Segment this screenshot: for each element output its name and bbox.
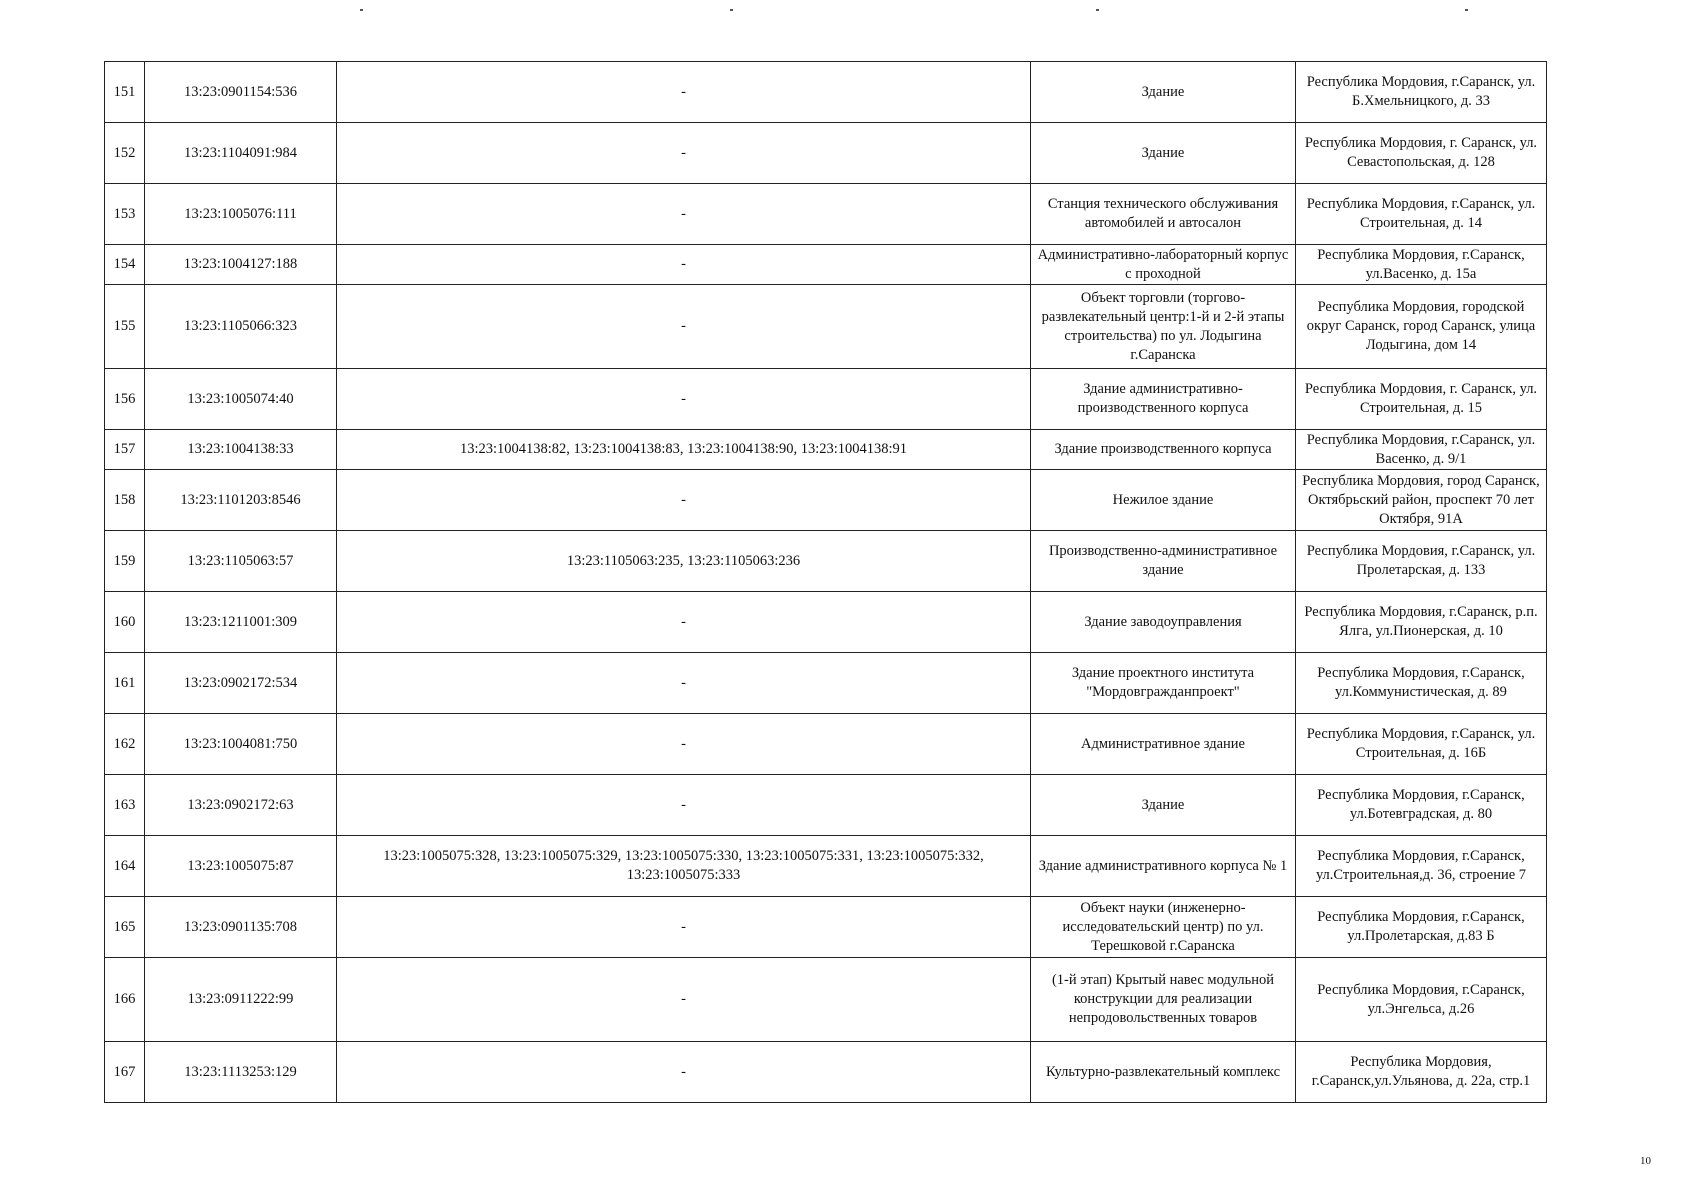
row-number: 151 (105, 62, 145, 123)
table-row (105, 897, 1547, 958)
object-address: Республика Мордовия, г.Саранск, ул. Пролетарская, д. 133 (1296, 531, 1547, 592)
object-name: (1-й этап) Крытый навес модульной конструкции для реализации непродовольственных товаров (1031, 958, 1296, 1042)
cadastral-number: 13:23:1113253:129 (145, 1042, 337, 1103)
included-objects: - (337, 369, 1031, 430)
object-address: Республика Мордовия, г. Саранск, ул. Строительная, д. 15 (1296, 369, 1547, 430)
object-address: Республика Мордовия, г.Саранск, ул. Строительная, д. 14 (1296, 184, 1547, 245)
cadastral-number: 13:23:1105066:323 (145, 285, 337, 369)
row-number: 161 (105, 653, 145, 714)
object-address: Республика Мордовия, г.Саранск, ул. Б.Хмельницкого, д. 33 (1296, 62, 1547, 123)
object-name: Административное здание (1031, 714, 1296, 775)
included-objects: 13:23:1004138:82, 13:23:1004138:83, 13:23:1004138:90, 13:23:1004138:91 (337, 430, 1031, 470)
row-number: 159 (105, 531, 145, 592)
object-address: Республика Мордовия, г.Саранск, ул. Васенко, д. 9/1 (1296, 430, 1547, 470)
cadastral-number: 13:23:1211001:309 (145, 592, 337, 653)
included-objects: - (337, 714, 1031, 775)
cadastral-number: 13:23:0911222:99 (145, 958, 337, 1042)
cadastral-number: 13:23:0902172:63 (145, 775, 337, 836)
table-row (105, 653, 1547, 714)
page-number: 10 (1640, 1155, 1651, 1167)
object-address: Республика Мордовия, г. Саранск, ул. Севастопольская, д. 128 (1296, 123, 1547, 184)
object-name: Культурно-развлекательный комплекс (1031, 1042, 1296, 1103)
table-row (105, 592, 1547, 653)
object-address: Республика Мордовия, г.Саранск, р.п. Ялга, ул.Пионерская, д. 10 (1296, 592, 1547, 653)
table-row (105, 62, 1547, 123)
object-name: Здание административно-производственного корпуса (1031, 369, 1296, 430)
row-number: 164 (105, 836, 145, 897)
object-name: Нежилое здание (1031, 470, 1296, 531)
table-row (105, 1042, 1547, 1103)
object-address: Республика Мордовия, город Саранск, Октябрьский район, проспект 70 лет Октября, 91А (1296, 470, 1547, 531)
object-address: Республика Мордовия, г.Саранск, ул.Пролетарская, д.83 Б (1296, 897, 1547, 958)
row-number: 155 (105, 285, 145, 369)
object-name: Здание производственного корпуса (1031, 430, 1296, 470)
object-name: Административно-лабораторный корпус с проходной (1031, 245, 1296, 285)
cadastral-number: 13:23:1105063:57 (145, 531, 337, 592)
object-address: Республика Мордовия, г.Саранск, ул.Коммунистическая, д. 89 (1296, 653, 1547, 714)
table-row (105, 369, 1547, 430)
included-objects: - (337, 62, 1031, 123)
table-row (105, 430, 1547, 470)
object-address: Республика Мордовия, г.Саранск, ул.Ботевградская, д. 80 (1296, 775, 1547, 836)
object-name: Здание административного корпуса № 1 (1031, 836, 1296, 897)
row-number: 166 (105, 958, 145, 1042)
registry-table (104, 61, 1547, 1103)
row-number: 162 (105, 714, 145, 775)
cadastral-number: 13:23:0901135:708 (145, 897, 337, 958)
table-row (105, 285, 1547, 369)
object-address: Республика Мордовия, г.Саранск, ул. Строительная, д. 16Б (1296, 714, 1547, 775)
object-name: Производственно-административное здание (1031, 531, 1296, 592)
scan-mark (730, 9, 733, 11)
object-name: Здание проектного института "Мордовгражданпроект" (1031, 653, 1296, 714)
table-row (105, 836, 1547, 897)
table-row (105, 184, 1547, 245)
row-number: 160 (105, 592, 145, 653)
included-objects: 13:23:1105063:235, 13:23:1105063:236 (337, 531, 1031, 592)
included-objects: - (337, 592, 1031, 653)
table-row (105, 123, 1547, 184)
cadastral-number: 13:23:1004138:33 (145, 430, 337, 470)
scan-mark (1096, 9, 1099, 11)
included-objects: - (337, 285, 1031, 369)
table-row (105, 775, 1547, 836)
object-address: Республика Мордовия, г.Саранск,ул.Ульянова, д. 22а, стр.1 (1296, 1042, 1547, 1103)
included-objects: - (337, 958, 1031, 1042)
table-row (105, 531, 1547, 592)
row-number: 163 (105, 775, 145, 836)
table-row (105, 714, 1547, 775)
row-number: 154 (105, 245, 145, 285)
cadastral-number: 13:23:1005075:87 (145, 836, 337, 897)
cadastral-number: 13:23:1005074:40 (145, 369, 337, 430)
row-number: 167 (105, 1042, 145, 1103)
included-objects: - (337, 897, 1031, 958)
object-name: Объект торговли (торгово-развлекательный центр:1-й и 2-й этапы строительства) по ул. Лодыгина г.Саранска (1031, 285, 1296, 369)
table-row (105, 958, 1547, 1042)
included-objects: - (337, 470, 1031, 531)
cadastral-number: 13:23:0901154:536 (145, 62, 337, 123)
object-address: Республика Мордовия, городской округ Саранск, город Саранск, улица Лодыгина, дом 14 (1296, 285, 1547, 369)
object-name: Здание (1031, 123, 1296, 184)
included-objects: 13:23:1005075:328, 13:23:1005075:329, 13:23:1005075:330, 13:23:1005075:331, 13:23:1005075:332, 13:23:1005075:333 (337, 836, 1031, 897)
cadastral-number: 13:23:1004127:188 (145, 245, 337, 285)
included-objects: - (337, 653, 1031, 714)
object-name: Здание (1031, 775, 1296, 836)
table-row (105, 245, 1547, 285)
scan-mark (360, 9, 363, 11)
cadastral-number: 13:23:1101203:8546 (145, 470, 337, 531)
row-number: 153 (105, 184, 145, 245)
row-number: 158 (105, 470, 145, 531)
included-objects: - (337, 184, 1031, 245)
row-number: 165 (105, 897, 145, 958)
cadastral-number: 13:23:0902172:534 (145, 653, 337, 714)
object-name: Объект науки (инженерно-исследовательский центр) по ул. Терешковой г.Саранска (1031, 897, 1296, 958)
row-number: 152 (105, 123, 145, 184)
object-address: Республика Мордовия, г.Саранск, ул.Строительная,д. 36, строение 7 (1296, 836, 1547, 897)
row-number: 156 (105, 369, 145, 430)
object-address: Республика Мордовия, г.Саранск, ул.Энгельса, д.26 (1296, 958, 1547, 1042)
cadastral-number: 13:23:1104091:984 (145, 123, 337, 184)
cadastral-number: 13:23:1005076:111 (145, 184, 337, 245)
included-objects: - (337, 245, 1031, 285)
cadastral-number: 13:23:1004081:750 (145, 714, 337, 775)
object-name: Станция технического обслуживания автомобилей и автосалон (1031, 184, 1296, 245)
scan-mark (1465, 9, 1468, 11)
row-number: 157 (105, 430, 145, 470)
included-objects: - (337, 123, 1031, 184)
object-name: Здание заводоуправления (1031, 592, 1296, 653)
included-objects: - (337, 1042, 1031, 1103)
object-name: Здание (1031, 62, 1296, 123)
object-address: Республика Мордовия, г.Саранск, ул.Васенко, д. 15а (1296, 245, 1547, 285)
table-row (105, 470, 1547, 531)
included-objects: - (337, 775, 1031, 836)
